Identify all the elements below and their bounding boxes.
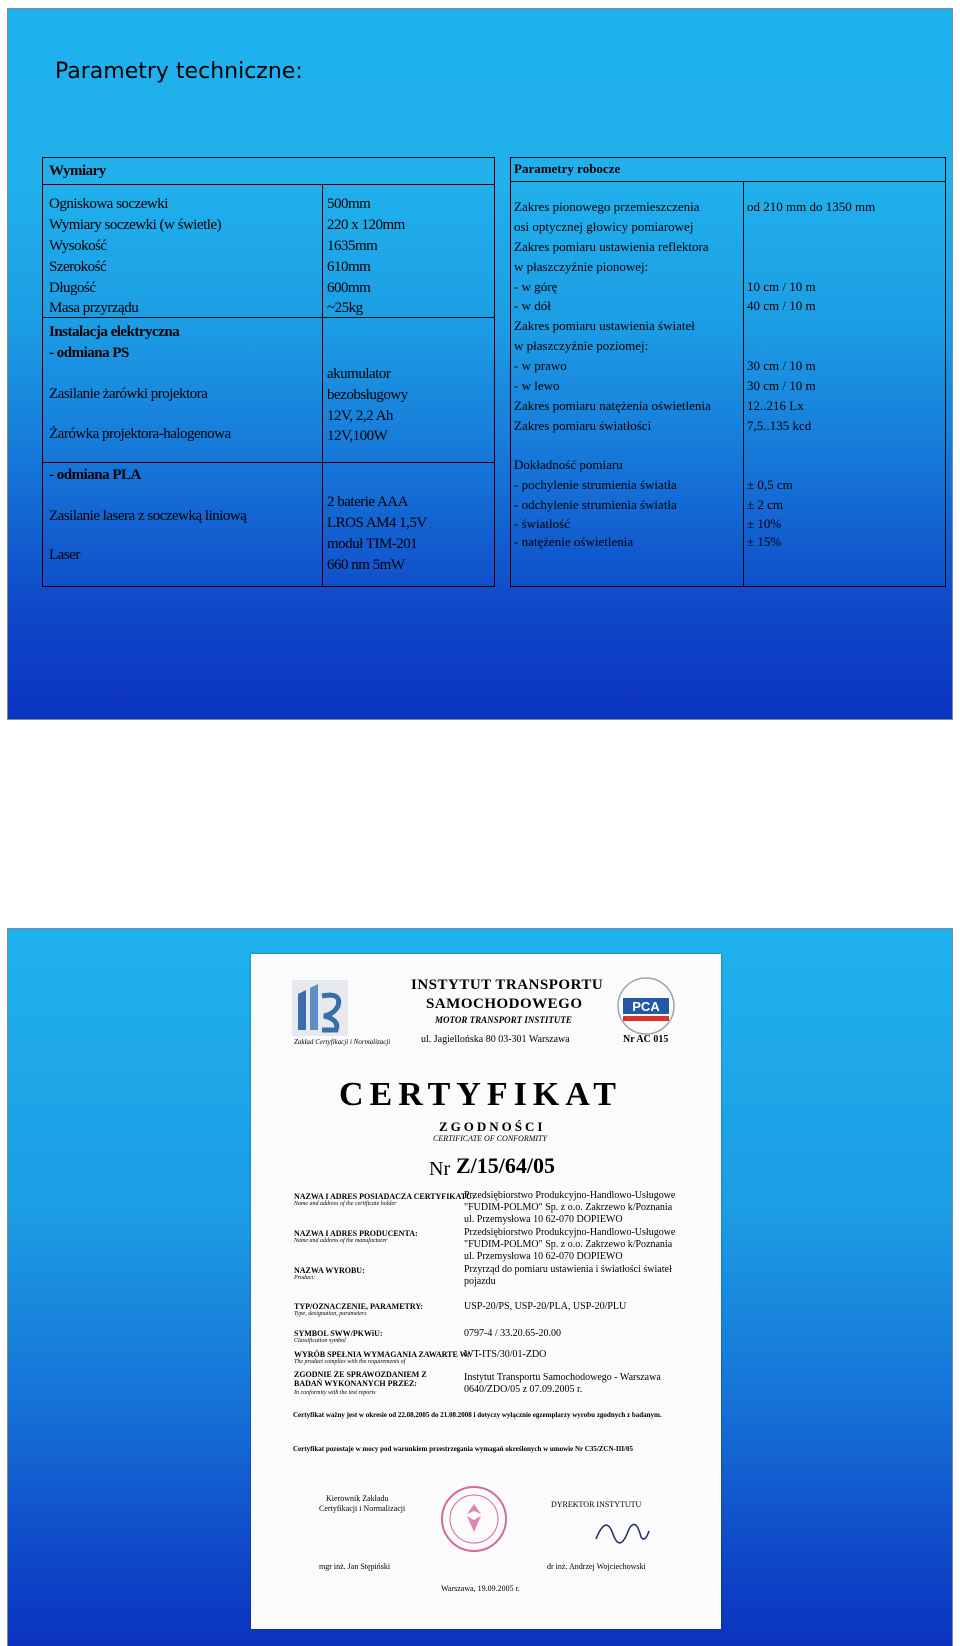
signatory-title: Kierownik Zakładu [326,1494,389,1503]
svg-text:PCA: PCA [632,999,660,1014]
param-label: w płaszczyźnie poziomej: [514,338,649,353]
field-label: NAZWA I ADRES POSIADACZA CERTYFIKATU: [294,1192,475,1201]
field-label-en: Name and address of the certificate holder [294,1201,397,1207]
param-label: w płaszczyźnie pionowej: [514,259,649,274]
certificate-title: CERTYFIKAT [339,1076,622,1113]
param-label: Zakres pomiaru światłości [514,418,652,433]
field-label: TYP/OZNACZENIE, PARAMETRY: [294,1302,424,1311]
dim-value: moduł TIM-201 [327,536,418,552]
param-value: 30 cm / 10 m [747,378,816,393]
table-column-divider [743,181,744,586]
field-label: NAZWA I ADRES PRODUCENTA: [294,1229,418,1238]
dimensions-table [42,157,495,587]
slide-certificate [7,928,953,1646]
dim-label: Wysokość [49,238,107,254]
param-label: - w prawo [514,358,567,373]
institute-name: SAMOCHODOWEGO [426,996,583,1012]
working-parameters-table [510,157,946,587]
field-value: Przyrząd do pomiaru ustawienia i światłości świateł [464,1264,672,1275]
param-label: - światłość [514,516,570,531]
institute-name: INSTYTUT TRANSPORTU [411,977,604,993]
param-value: 12..216 Lx [747,398,804,413]
dim-value: 220 x 120mm [327,217,405,233]
param-value: 40 cm / 10 m [747,298,816,313]
table-column-divider [322,184,323,586]
param-label: Zakres pomiaru natężenia oświetlenia [514,398,711,413]
signatory-name: dr inż. Andrzej Wojciechowski [547,1562,646,1571]
institute-name-en: MOTOR TRANSPORT INSTITUTE [435,1015,572,1025]
working-parameters-title: Parametry robocze [514,161,621,176]
param-label: - w lewo [514,378,560,393]
dim-label: Ogniskowa soczewki [49,196,168,212]
field-label: SYMBOL SWW/PKWiU: [294,1329,383,1338]
variant-ps-title: - odmiana PS [49,345,129,361]
dim-value: 2 baterie AAA [327,494,408,510]
param-value: 30 cm / 10 m [747,358,816,373]
dim-label: Zasilanie żarówki projektora [49,386,208,402]
field-label-en: Type, designation, parameters [294,1311,367,1317]
dim-value: akumulator [327,366,391,382]
param-value: 10 cm / 10 m [747,279,816,294]
page-title: Parametry techniczne: [55,59,303,84]
field-label-en: Classification symbol [294,1338,346,1344]
official-stamp-icon [439,1484,509,1554]
field-label-en: The product complies with the requirements of [294,1359,406,1365]
field-value: Przedsiębiorstwo Produkcyjno-Handlowo-Usługowe [464,1227,676,1238]
department-name: Zakład Certyfikacji i Normalizacji [294,1038,391,1046]
param-value: ± 2 cm [747,497,784,512]
param-label: - w dół [514,298,551,313]
dim-label: Zasilanie lasera z soczewką liniową [49,508,247,524]
field-value: ul. Przemysłowa 10 62-070 DOPIEWO [464,1251,623,1262]
dim-value: 600mm [327,280,371,296]
dim-value: 500mm [327,196,371,212]
certificate-subtitle: ZGODNOŚCI [439,1119,546,1134]
param-label: osi optycznej głowicy pomiarowej [514,219,694,234]
field-value: WT-ITS/30/01-ZDO [464,1349,547,1360]
param-label: Zakres pomiaru ustawienia świateł [514,318,695,333]
field-value: ul. Przemysłowa 10 62-070 DOPIEWO [464,1214,623,1225]
param-value: ± 15% [747,534,782,549]
dim-label: Długość [49,280,96,296]
table-divider [511,181,945,182]
certificate-subtitle-en: CERTIFICATE OF CONFORMITY [433,1134,547,1143]
param-value: od 210 mm do 1350 mm [747,199,876,214]
param-value: ± 10% [747,516,782,531]
signatory-title: Certyfikacji i Normalizacji [319,1504,406,1513]
param-label: - odchylenie strumienia światła [514,497,677,512]
field-label-en: In conformity with the test reports [294,1390,376,1396]
signatory-name: mgr inż. Jan Stępiński [319,1562,391,1571]
param-label: - w górę [514,279,558,294]
param-label: - natężenie oświetlenia [514,534,634,549]
dim-label: Szerokość [49,259,107,275]
param-label: Dokładność pomiaru [514,457,623,472]
dim-value: 12V, 2,2 Ah [327,408,393,424]
signatory-title: DYREKTOR INSTYTUTU [551,1500,642,1509]
field-value: 0640/ZDO/05 z 07.09.2005 r. [464,1384,583,1395]
field-value: USP-20/PS, USP-20/PLA, USP-20/PLU [464,1301,627,1312]
dim-value: LROS AM4 1,5V [327,515,427,531]
dim-value: ~25kg [327,300,363,316]
table-divider [43,462,494,463]
param-value: 7,5..135 kcd [747,418,812,433]
param-label: Zakres pionowego przemieszczenia [514,199,700,214]
table-divider [43,184,494,185]
its-logo-icon [292,980,348,1036]
dim-label: Masa przyrządu [49,300,139,316]
slide-technical-parameters [7,8,953,720]
field-label-en: Product: [294,1275,316,1281]
dim-label: Wymiary soczewki (w świetle) [49,217,222,233]
field-label-en: Name and address of the manufacturer [294,1238,388,1244]
dimensions-title: Wymiary [49,163,106,179]
certificate-number-label: Nr [429,1158,451,1180]
field-value: "FUDIM-POLMO" Sp. z o.o. Zakrzewo k/Poznania [464,1202,673,1213]
maintenance-note: Certyfikat pozostaje w mocy pod warunkiem przestrzegania wymagań określonych w umowie Nr C35/ZCN-III/05 [293,1445,633,1453]
dim-label: Laser [49,547,80,563]
dim-value: 12V,100W [327,428,388,444]
param-value: ± 0,5 cm [747,477,793,492]
certificate-document [251,954,721,1629]
param-label: Zakres pomiaru ustawienia reflektora [514,239,709,254]
field-value: Przedsiębiorstwo Produkcyjno-Handlowo-Usługowe [464,1190,676,1201]
field-value: 0797-4 / 33.20.65-20.00 [464,1328,561,1339]
certificate-number: Z/15/64/05 [456,1153,556,1178]
pca-logo-icon [611,976,681,1036]
accreditation-number: Nr AC 015 [623,1034,669,1045]
variant-pla-title: - odmiana PLA [49,467,141,483]
dim-value: bezobsługowy [327,387,408,403]
dim-value: 1635mm [327,238,378,254]
dim-value: 610mm [327,259,371,275]
institute-address: ul. Jagiellońska 80 03-301 Warszawa [421,1034,570,1045]
field-value: "FUDIM-POLMO" Sp. z o.o. Zakrzewo k/Poznania [464,1239,673,1250]
place-date: Warszawa, 19.09.2005 r. [441,1584,520,1593]
electrical-title: Instalacja elektryczna [49,324,180,340]
field-label: NAZWA WYROBU: [294,1266,365,1275]
field-value: pojazdu [464,1276,496,1287]
dim-label: Żarówka projektora-halogenowa [49,426,231,442]
signature-icon [591,1509,651,1549]
field-label: ZGODNIE ZE SPRAWOZDANIEM Z BADAŃ WYKONANYCH PRZEZ: [294,1370,427,1388]
dim-value: 660 nm 5mW [327,557,405,573]
field-label: WYRÓB SPEŁNIA WYMAGANIA ZAWARTE W: [294,1350,470,1359]
validity-note: Certyfikat ważny jest w okresie od 22.08.2005 do 21.08.2008 i dotyczy wyłącznie egzemplarzy wyrobu zgodnych z badanym. [293,1411,662,1419]
param-label: - pochylenie strumienia światła [514,477,677,492]
field-value: Instytut Transportu Samochodowego - Warszawa [464,1372,661,1383]
